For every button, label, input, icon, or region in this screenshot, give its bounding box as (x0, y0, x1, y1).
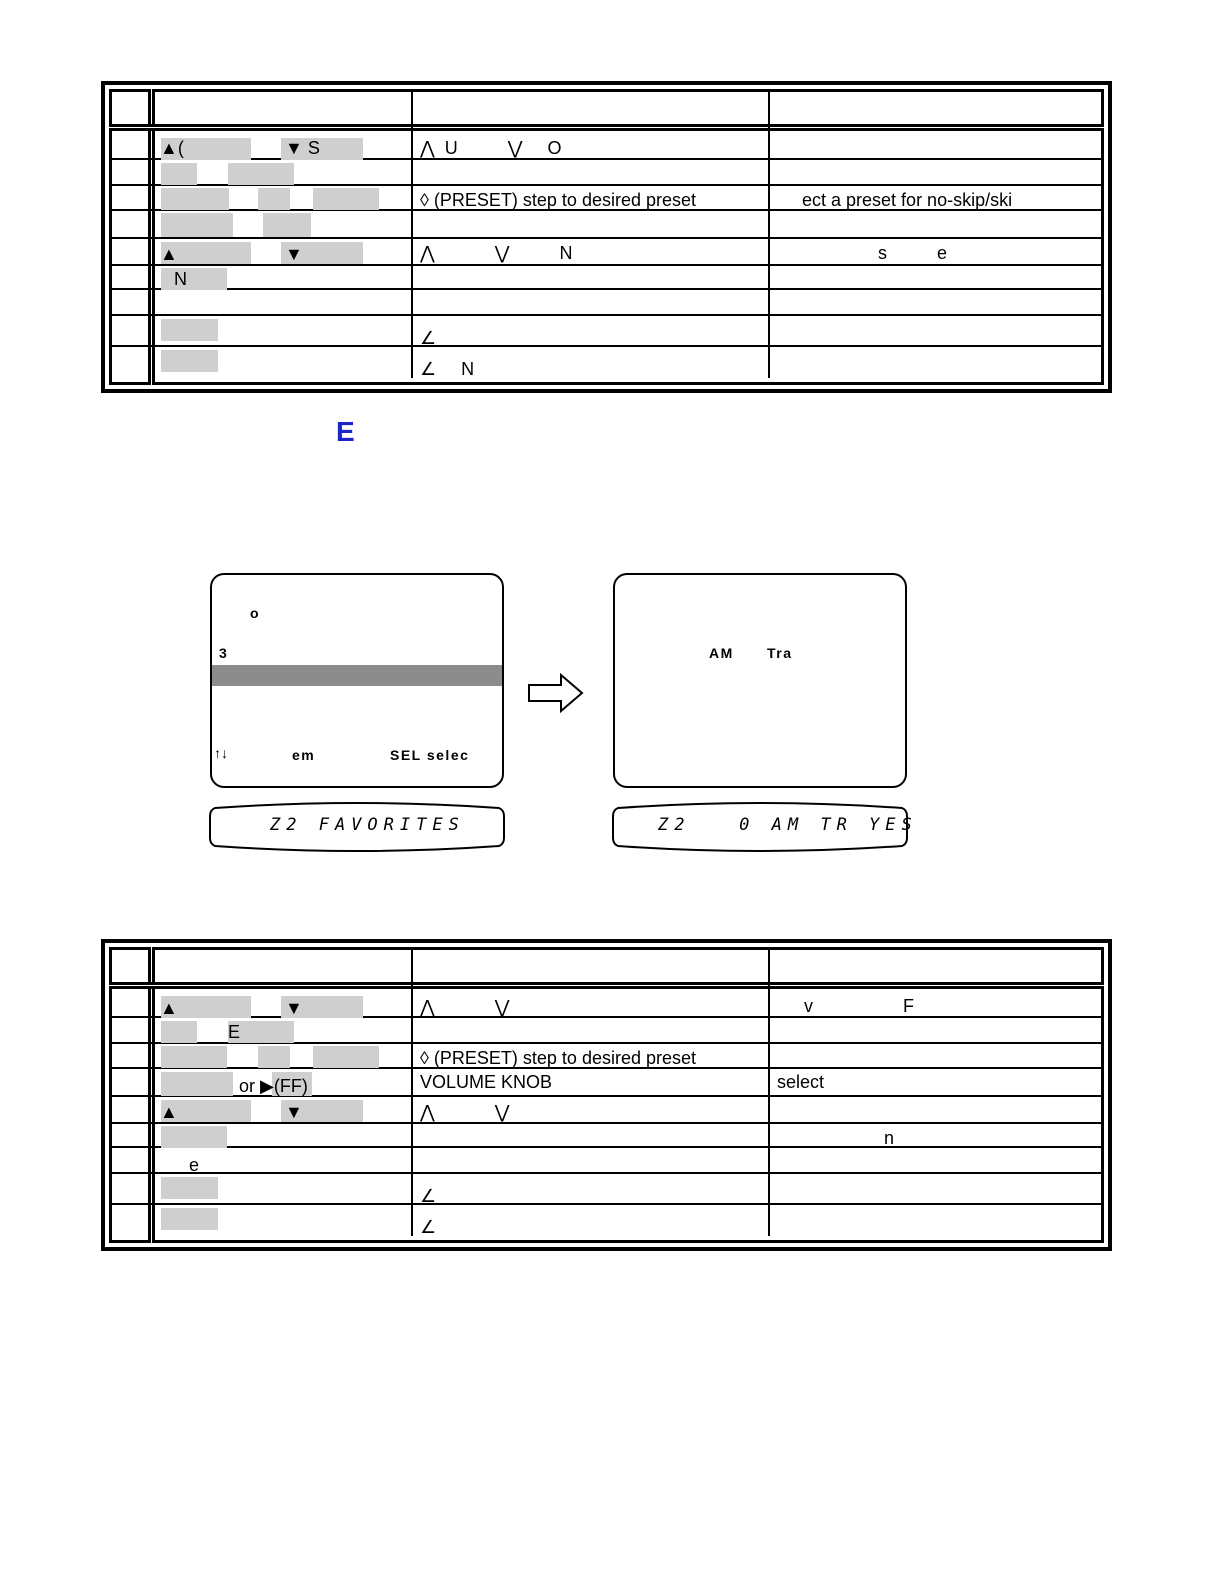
button-highlight (161, 1177, 218, 1199)
button-highlight (258, 188, 290, 210)
t1-r1-col2: ⋀ U ⋁ O (420, 138, 562, 158)
t1-r5-col3: s e (878, 243, 948, 263)
t2-r7-col1a: e (189, 1155, 200, 1175)
button-highlight (258, 1046, 290, 1068)
osd-screen-favorites (210, 573, 504, 788)
t2-r9-col2: ∠ (420, 1217, 437, 1237)
button-highlight (263, 213, 311, 237)
button-highlight (161, 1208, 218, 1230)
header-divider (109, 982, 1104, 989)
section-heading: E (336, 416, 355, 447)
t2-r6-col3: n (884, 1128, 895, 1148)
button-highlight (161, 350, 218, 372)
osd-selection-highlight (212, 665, 502, 686)
t1-r8-col2: ∠ (420, 328, 437, 348)
column-line (768, 947, 770, 1236)
t2-r1-col1b: ▼ (285, 998, 303, 1018)
row-line (112, 264, 1101, 266)
row-line (112, 288, 1101, 290)
row-line (112, 1203, 1101, 1205)
t1-r6-col1a: N (174, 269, 187, 289)
t2-r5-col1a: ▲ (160, 1102, 178, 1122)
right-arrow-icon (527, 673, 585, 713)
row-line (112, 1122, 1101, 1124)
row-line (112, 1172, 1101, 1174)
button-highlight (161, 1072, 233, 1096)
row-line (112, 1016, 1101, 1018)
button-highlight (161, 163, 197, 185)
row-line (112, 158, 1101, 160)
osd-line: Tra (767, 645, 793, 661)
lcd-text: Z2 0 AM TR YES (658, 815, 918, 835)
button-highlight (313, 188, 379, 210)
osd-line: AM (709, 645, 734, 661)
t2-r5-col1b: ▼ (285, 1102, 303, 1122)
button-highlight (161, 319, 218, 341)
osd-line: 3 (219, 645, 229, 661)
t1-r1-col1a: ▲( (160, 138, 184, 158)
t1-r5-col1b: ▼ (285, 244, 303, 264)
osd-line: o (250, 605, 261, 621)
button-highlight (161, 1021, 197, 1043)
settings-table-1 (101, 81, 1112, 393)
t1-r3-col3: ect a preset for no-skip/ski (802, 190, 1013, 210)
column-line (768, 89, 770, 378)
t2-r3-col2: ◊ (PRESET) step to desired preset (420, 1048, 697, 1068)
t2-r1-col3: v F (804, 996, 915, 1016)
t2-r1-col2: ⋀ ⋁ (420, 997, 510, 1017)
t1-r5-col2: ⋀ ⋁ N (420, 243, 573, 263)
t1-r9-col2: ∠ N (420, 359, 475, 379)
t2-r4-col2: VOLUME KNOB (420, 1072, 553, 1092)
row-line (112, 345, 1101, 347)
up-down-arrows-icon: ↑↓ (214, 745, 228, 761)
t2-r1-col1a: ▲ (160, 998, 178, 1018)
osd-footer-text: SEL selec (390, 747, 470, 763)
column-line (411, 89, 413, 378)
table-frame (109, 89, 1104, 385)
t2-r2-col1a: E (228, 1022, 241, 1042)
button-highlight (313, 1046, 379, 1068)
t2-r4-col1a: or ▶(FF) (239, 1076, 308, 1096)
t1-r1-col1b: ▼ S (285, 138, 320, 158)
lcd-text: Z2 FAVORITES (270, 815, 465, 835)
button-highlight (161, 188, 229, 210)
t1-r3-col2: ◊ (PRESET) step to desired preset (420, 190, 697, 210)
button-highlight (161, 1126, 227, 1148)
button-highlight (161, 268, 227, 290)
header-divider (109, 124, 1104, 131)
osd-footer-text: em (292, 747, 316, 763)
osd-screen-confirm (613, 573, 907, 788)
row-line (112, 237, 1101, 239)
row-line (112, 314, 1101, 316)
t2-r8-col2: ∠ (420, 1186, 437, 1206)
t1-r5-col1a: ▲ (160, 244, 178, 264)
button-highlight (161, 213, 233, 237)
t2-r4-col3: select (777, 1072, 825, 1092)
column-line (411, 947, 413, 1236)
t2-r5-col2: ⋀ ⋁ (420, 1102, 510, 1122)
row-line (112, 1146, 1101, 1148)
button-highlight (228, 163, 294, 185)
button-highlight (161, 1046, 227, 1068)
